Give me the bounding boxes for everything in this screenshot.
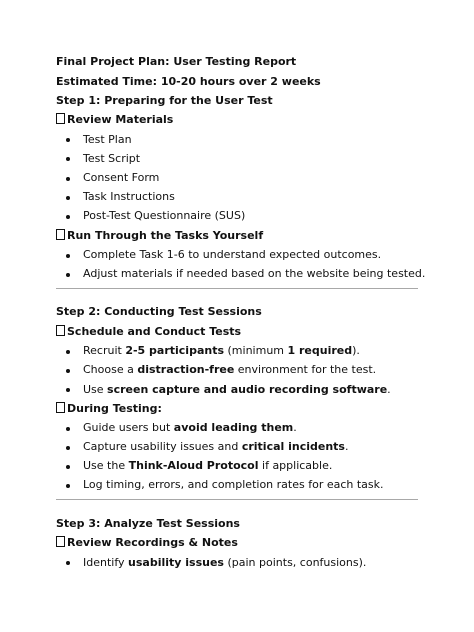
bullet-icon	[66, 177, 70, 181]
section-divider	[56, 499, 418, 500]
bullet-icon	[66, 446, 70, 450]
step1-heading: Step 1: Preparing for the User Test	[56, 94, 273, 107]
step2-subheading-schedule: Schedule and Conduct Tests	[56, 325, 241, 339]
checkbox-glyph-icon	[56, 325, 65, 336]
checkbox-glyph-icon	[56, 536, 65, 547]
bullet-icon	[66, 350, 70, 354]
step3-heading: Step 3: Analyze Test Sessions	[56, 517, 240, 530]
checkbox-glyph-icon	[56, 229, 65, 240]
list-item: Complete Task 1-6 to understand expected outcomes.	[83, 248, 382, 261]
step2-heading: Step 2: Conducting Test Sessions	[56, 305, 262, 318]
bullet-icon	[66, 427, 70, 431]
checkbox-glyph-icon	[56, 402, 65, 413]
bullet-icon	[66, 561, 70, 565]
list-item-use: Use screen capture and audio recording software.	[83, 383, 391, 396]
bullet-icon	[66, 465, 70, 469]
section-divider	[56, 288, 418, 289]
list-item-capture: Capture usability issues and critical incidents.	[83, 440, 349, 453]
bullet-icon	[66, 484, 70, 488]
list-item-guide: Guide users but avoid leading them.	[83, 421, 297, 434]
checkbox-glyph-icon	[56, 113, 65, 124]
bullet-icon	[66, 273, 70, 277]
bullet-icon	[66, 157, 70, 161]
step2-subheading-during: During Testing:	[56, 402, 162, 416]
list-item-log: Log timing, errors, and completion rates for each task.	[83, 478, 384, 491]
bullet-icon	[66, 138, 70, 142]
bullet-icon	[66, 215, 70, 219]
list-item: Test Plan	[83, 133, 132, 146]
list-item-recruit: Recruit 2-5 participants (minimum 1 required).	[83, 344, 360, 357]
list-item: Test Script	[83, 152, 141, 165]
list-item: Post-Test Questionnaire (SUS)	[83, 209, 246, 222]
list-item-identify: Identify usability issues (pain points, confusions).	[83, 556, 367, 569]
step1-subheading-run-through: Run Through the Tasks Yourself	[56, 229, 263, 243]
bullet-icon	[66, 369, 70, 373]
list-item: Consent Form	[83, 171, 160, 184]
list-item: Adjust materials if needed based on the website being tested.	[83, 267, 426, 280]
bullet-icon	[66, 388, 70, 392]
list-item-choose: Choose a distraction-free environment for the test.	[83, 363, 377, 376]
bullet-icon	[66, 196, 70, 200]
document-title: Final Project Plan: User Testing Report	[56, 55, 297, 68]
estimated-time: Estimated Time: 10-20 hours over 2 weeks	[56, 75, 321, 88]
bullet-icon	[66, 254, 70, 258]
list-item-think-aloud: Use the Think-Aloud Protocol if applicable.	[83, 459, 333, 472]
step1-subheading-review: Review Materials	[56, 113, 173, 127]
step3-subheading-review: Review Recordings & Notes	[56, 536, 238, 550]
list-item: Task Instructions	[83, 190, 175, 203]
